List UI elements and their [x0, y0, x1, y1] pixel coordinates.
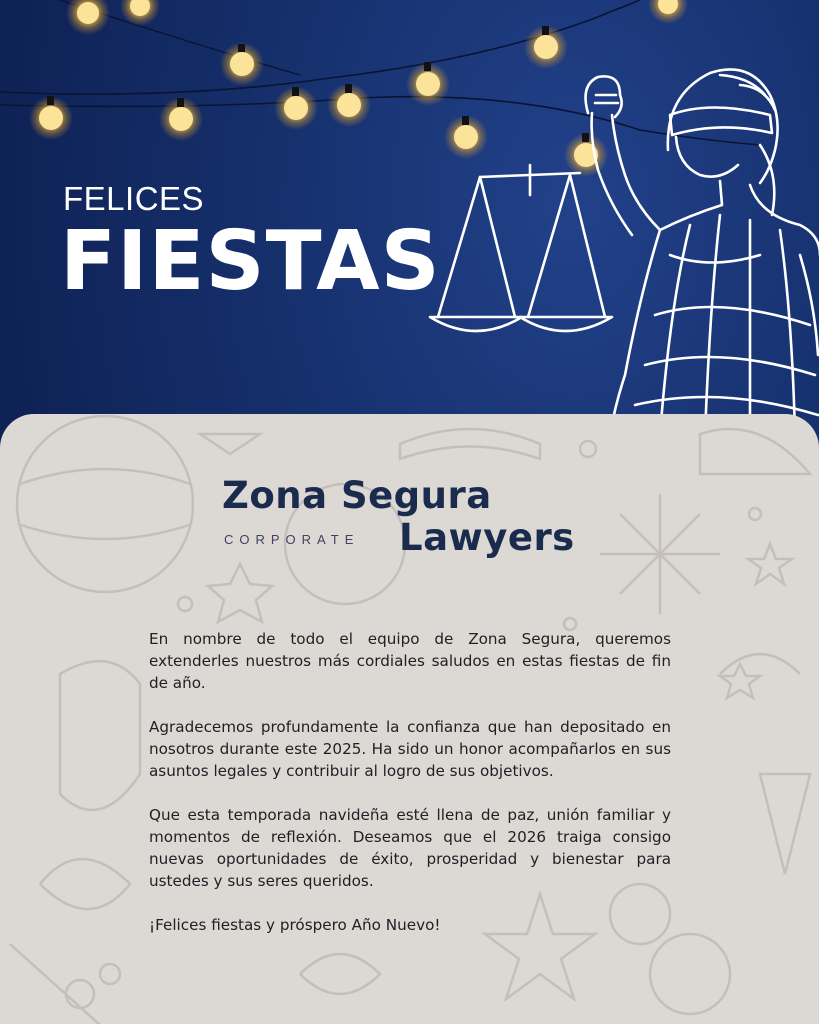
logo-tagline: CORPORATE	[224, 532, 360, 547]
message-paragraph-1: En nombre de todo el equipo de Zona Segura, queremos extenderles nuestros más cordiales saludos en estas fiestas de fin de año.	[149, 630, 671, 692]
headline-felices: FELICES	[63, 180, 205, 217]
company-logo	[222, 474, 622, 574]
lady-justice-icon	[420, 55, 819, 435]
headline-fiestas: FIESTAS	[60, 214, 441, 309]
message-closing: ¡Felices fiestas y próspero Año Nuevo!	[149, 916, 441, 934]
message-paragraph-2: Agradecemos profundamente la confianza que han depositado en nosotros durante este 2025. Ha sido un honor acompañarlos en sus asuntos legales y contribuir al logro de sus objetivos.	[149, 718, 671, 780]
logo-name: Zona Segura	[222, 474, 492, 517]
logo-lawyers: Lawyers	[399, 516, 575, 559]
message-paragraph-3: Que esta temporada navideña esté llena de paz, unión familiar y momentos de reflexión. Deseamos que el 2026 traiga consigo nuevas oportunidades de éxito, prosperidad y bienestar para ustedes y sus seres queridos.	[149, 806, 671, 890]
message-card	[0, 414, 819, 1024]
message-body	[149, 628, 671, 958]
